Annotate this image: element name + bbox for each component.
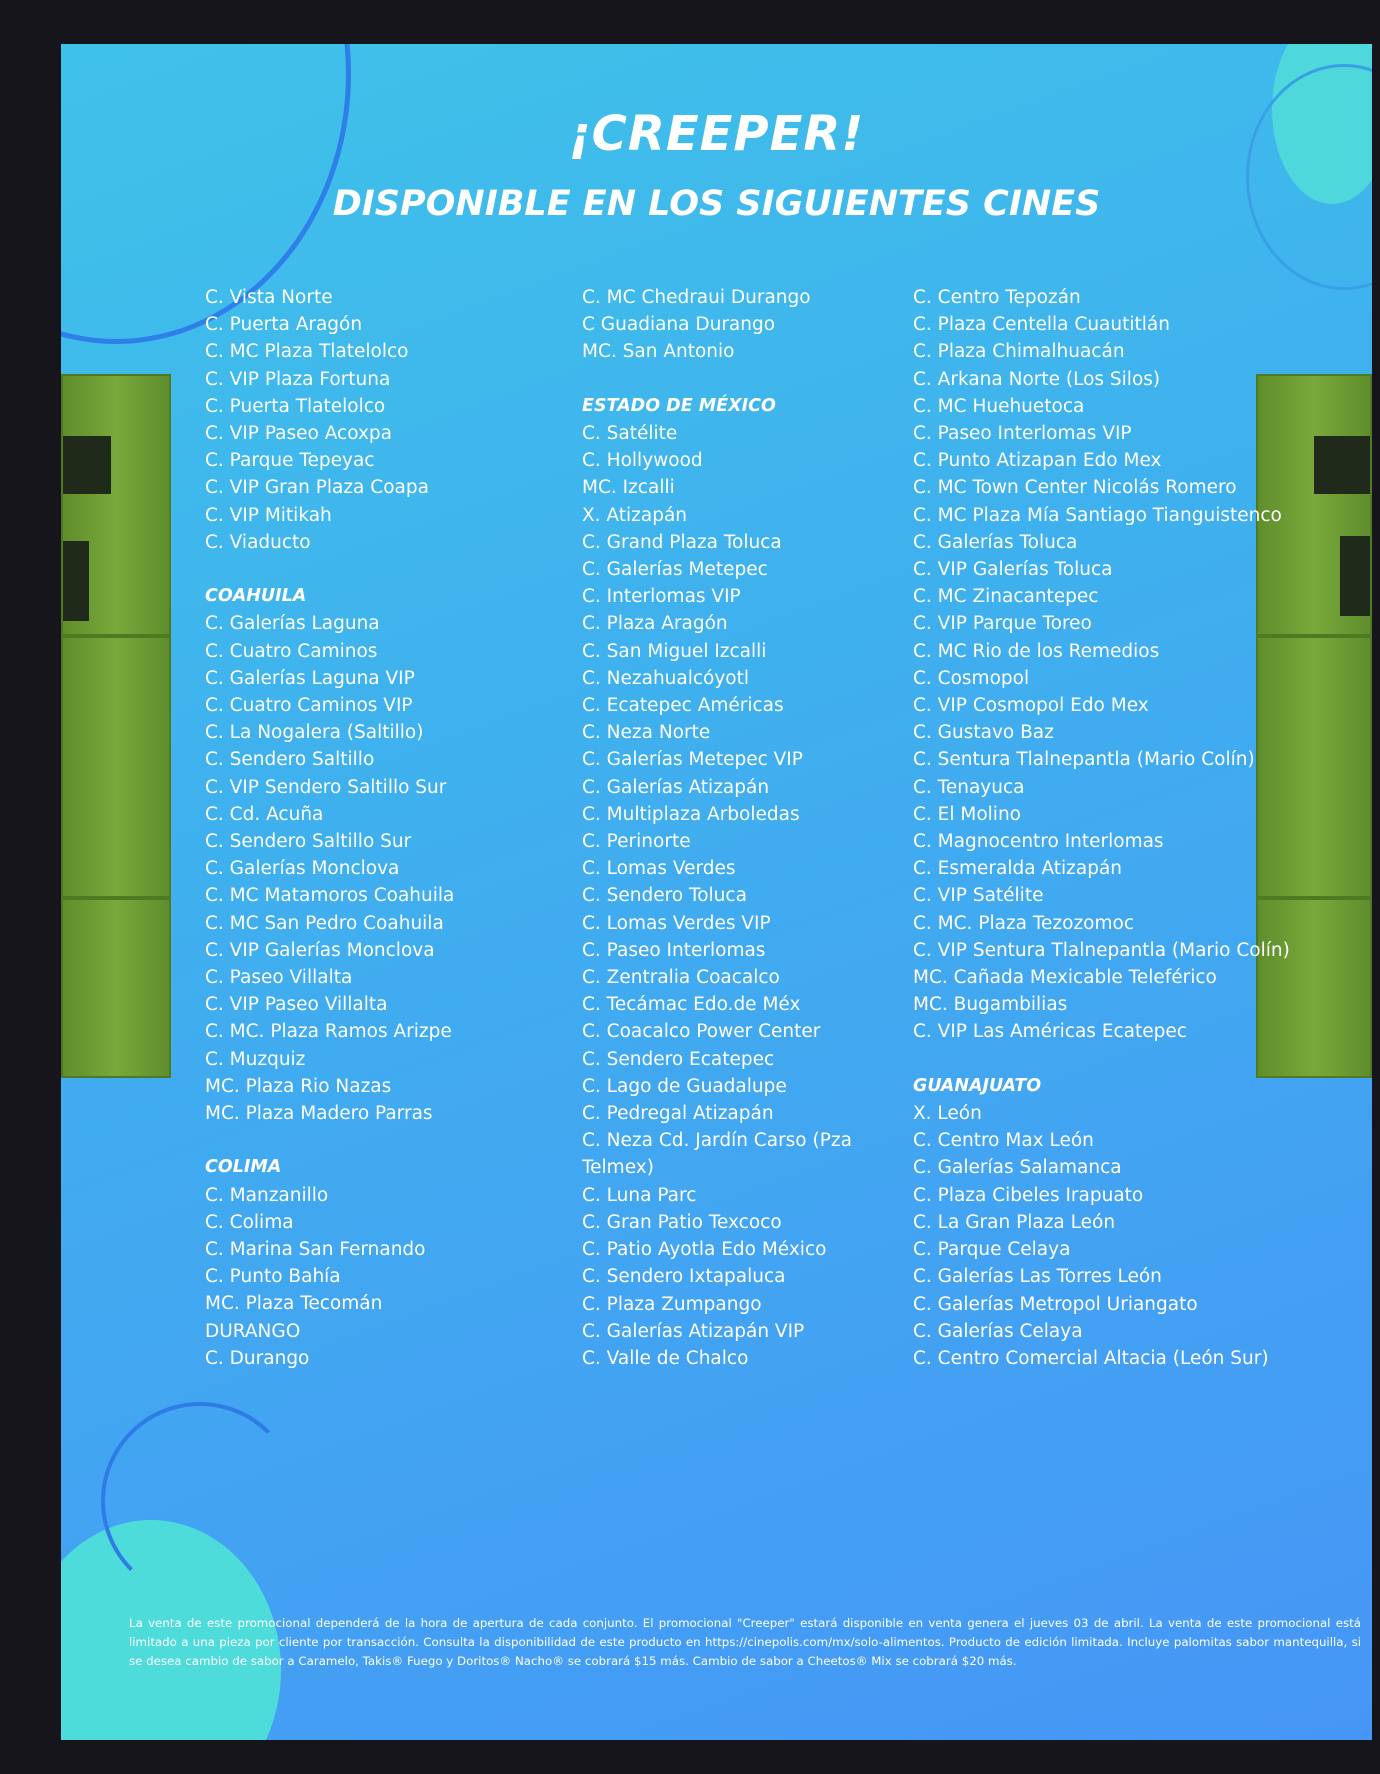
cinema-list-item: DURANGO <box>205 1320 301 1342</box>
cinema-list-item: C. Zentralia Coacalco <box>582 967 780 989</box>
cinema-list-item: C. VIP Satélite <box>913 885 1044 907</box>
cinema-list-item: C. Punto Atizapan Edo Mex <box>913 450 1162 472</box>
cinema-list-item: C. VIP Plaza Fortuna <box>205 368 391 390</box>
cinema-list-item: C. MC Plaza Tlatelolco <box>205 341 409 363</box>
cinema-list-item: C. Tenayuca <box>913 776 1025 798</box>
cinema-list-item: C. Colima <box>205 1211 294 1233</box>
cinema-list-item: C. VIP Galerías Toluca <box>913 559 1113 581</box>
poster-title: ¡CREEPER! <box>568 106 865 162</box>
cinema-list-item: C. VIP Sentura Tlalnepantla (Mario Colín) <box>913 939 1290 961</box>
group-spacer <box>582 366 872 393</box>
cinema-list-item: C. Puerta Aragón <box>205 314 363 336</box>
cinema-list-item: C. Nezahualcóyotl <box>582 667 750 689</box>
cinema-list-item: C. Manzanillo <box>205 1184 329 1206</box>
creeper-mouth <box>63 541 89 621</box>
cinema-column-3 <box>913 284 1290 1372</box>
cinema-list-item: C. Galerías Monclova <box>205 858 400 880</box>
cinema-list-item: C. Sendero Toluca <box>582 885 747 907</box>
creeper-seam <box>63 896 169 900</box>
cinema-list-item: C. Plaza Aragón <box>582 613 728 635</box>
cinema-list-item: C. Galerías Metepec VIP <box>582 749 803 771</box>
creeper-eye <box>1314 436 1370 494</box>
decorative-ring <box>101 1402 299 1600</box>
cinema-list-item: C. Punto Bahía <box>205 1266 341 1288</box>
cinema-list-item: C. Plaza Centella Cuautitlán <box>913 314 1170 336</box>
cinema-list-item: C. Grand Plaza Toluca <box>582 531 782 553</box>
cinema-list-item: C. Durango <box>205 1347 310 1369</box>
cinema-list-item: C. Galerías Metepec <box>582 559 768 581</box>
cinema-list-item: C. Multiplaza Arboledas <box>582 803 800 825</box>
cinema-list-item: C. MC San Pedro Coahuila <box>205 912 444 934</box>
creeper-seam <box>63 634 169 638</box>
cinema-list-item: C. Esmeralda Atizapán <box>913 858 1123 880</box>
cinema-list-item: C. Galerías Salamanca <box>913 1157 1122 1179</box>
cinema-list-item: C. Arkana Norte (Los Silos) <box>913 368 1161 390</box>
decorative-ring <box>1246 64 1372 290</box>
cinema-list-item: C. Galerías Metropol Uriangato <box>913 1293 1198 1315</box>
cinema-list-item: C. Galerías Laguna <box>205 613 380 635</box>
group-spacer <box>205 1127 454 1154</box>
cinema-list-item: C. VIP Sendero Saltillo Sur <box>205 776 447 798</box>
cinema-list-item: C. Galerías Toluca <box>913 531 1078 553</box>
cinema-list-item: C. Hollywood <box>582 450 703 472</box>
cinema-list-item: C. VIP Parque Toreo <box>913 613 1092 635</box>
cinema-list-item: C. Sendero Ecatepec <box>582 1048 775 1070</box>
cinema-list-item: C. El Molino <box>913 803 1021 825</box>
cinema-list-item: C. Sentura Tlalnepantla (Mario Colín) <box>913 749 1255 771</box>
cinema-list-item: C. Paseo Interlomas VIP <box>913 423 1132 445</box>
cinema-list-item: C. MC Chedraui Durango <box>582 287 811 308</box>
cinema-list-item: C. Ecatepec Américas <box>582 695 784 717</box>
cinema-list-item: C. MC Rio de los Remedios <box>913 640 1160 662</box>
legal-disclaimer: La venta de este promocional dependerá de la hora de apertura de cada conjunto. El promocional "Creeper" estará disponible en venta genera el jueves 03 de abril. La venta de este promocional está limitado a una pieza por cliente por transacción. Consulta la disponibilidad de este producto en https://cinepolis.com/mx/solo-alimentos. Producto de edición limitada. Incluye palomitas sabor mantequilla, si se desea cambio de sabor a Caramelo, Takis® Fuego y Doritos® Nacho® se cobrará $15 más. Cambio de sabor a Cheetos® Mix se cobrará $20 más. <box>129 1616 1361 1668</box>
cinema-list-item: C. Plaza Cibeles Irapuato <box>913 1184 1144 1206</box>
cinema-list-item: MC. Plaza Madero Parras <box>205 1103 433 1125</box>
cinema-list-item: C. MC Town Center Nicolás Romero <box>913 477 1237 499</box>
cinema-list-item: C. Cd. Acuña <box>205 803 324 825</box>
cinema-list-item: C. Magnocentro Interlomas <box>913 831 1164 853</box>
cinema-list-item: C. Centro Comercial Altacia (León Sur) <box>913 1347 1269 1369</box>
cinema-list-item: X. León <box>913 1103 982 1125</box>
creeper-eye <box>63 436 111 494</box>
cinema-list-item: MC. Plaza Rio Nazas <box>205 1075 392 1097</box>
cinema-list-item: C. MC. Plaza Tezozomoc <box>913 912 1134 934</box>
cinema-list-item: C. MC Zinacantepec <box>913 586 1099 608</box>
cinema-list-item: C. Vista Norte <box>205 287 333 308</box>
cinema-list-item: X. Atizapán <box>582 504 688 526</box>
cinema-list-item: C. Plaza Chimalhuacán <box>913 341 1125 363</box>
region-heading: ESTADO DE MÉXICO <box>582 395 776 416</box>
cinema-list-item: C. Neza Cd. Jardín Carso (Pza Telmex) <box>582 1130 852 1179</box>
cinema-list-item: C. MC. Plaza Ramos Arizpe <box>205 1021 452 1043</box>
poster-subtitle: DISPONIBLE EN LOS SIGUIENTES CINES <box>332 184 1101 224</box>
cinema-list-item: C. Muzquiz <box>205 1048 306 1070</box>
cinema-list-item: C. Centro Tepozán <box>913 287 1081 308</box>
cinema-list-item: C. Cuatro Caminos VIP <box>205 695 413 717</box>
cinema-list-item: C. Galerías Las Torres León <box>913 1266 1162 1288</box>
cinema-list-item: C. Puerta Tlatelolco <box>205 395 386 417</box>
group-spacer <box>205 556 454 583</box>
cinema-list-item: MC. Bugambilias <box>913 994 1068 1016</box>
cinema-list-item: C. VIP Mitikah <box>205 504 332 526</box>
cinema-list-item: C Guadiana Durango <box>582 314 776 336</box>
cinema-list-item: C. VIP Gran Plaza Coapa <box>205 477 429 499</box>
cinema-list-item: C. Marina San Fernando <box>205 1239 426 1261</box>
cinema-list-item: C. VIP Cosmopol Edo Mex <box>913 695 1149 717</box>
cinema-list-item: C. Galerías Atizapán <box>582 776 770 798</box>
cinema-list-item: C. Paseo Interlomas <box>582 939 766 961</box>
creeper-figure-left <box>61 374 171 1078</box>
promo-poster <box>61 44 1372 1740</box>
cinema-list-item: C. Gran Patio Texcoco <box>582 1211 782 1233</box>
cinema-list-item: C. VIP Galerías Monclova <box>205 939 435 961</box>
cinema-list-item: C. VIP Paseo Acoxpa <box>205 423 392 445</box>
cinema-list-item: MC. Cañada Mexicable Teleférico <box>913 967 1217 989</box>
cinema-list-item: C. Galerías Laguna VIP <box>205 667 415 689</box>
cinema-list-item: C. Lomas Verdes <box>582 858 736 880</box>
cinema-list-item: C. Viaducto <box>205 531 311 553</box>
group-spacer <box>913 1046 1290 1073</box>
cinema-list-item: C. Pedregal Atizapán <box>582 1103 774 1125</box>
cinema-column-1 <box>205 284 454 1372</box>
cinema-list-item: C. Tecámac Edo.de Méx <box>582 994 801 1016</box>
cinema-list-item: C. MC Plaza Mía Santiago Tianguistenco <box>913 504 1282 526</box>
cinema-list-item: C. Perinorte <box>582 831 691 853</box>
cinema-list-item: C. Parque Tepeyac <box>205 450 375 472</box>
cinema-list-item: C. Coacalco Power Center <box>582 1021 821 1043</box>
cinema-list-item: MC. Plaza Tecomán <box>205 1293 383 1315</box>
cinema-list-item: C. Galerías Atizapán VIP <box>582 1320 805 1342</box>
cinema-list-item: C. Valle de Chalco <box>582 1347 749 1369</box>
cinema-list-item: C. Interlomas VIP <box>582 586 741 608</box>
cinema-list-item: C. Paseo Villalta <box>205 967 353 989</box>
cinema-list-item: C. MC Huehuetoca <box>913 395 1085 417</box>
cinema-list-item: C. Gustavo Baz <box>913 722 1054 744</box>
cinema-list-item: C. Lomas Verdes VIP <box>582 912 771 934</box>
cinema-list-item: C. Parque Celaya <box>913 1239 1071 1261</box>
region-heading: GUANAJUATO <box>913 1075 1042 1096</box>
cinema-list-item: C. Cuatro Caminos <box>205 640 378 662</box>
cinema-list-item: C. Patio Ayotla Edo México <box>582 1239 827 1261</box>
cinema-list-item: C. Sendero Ixtapaluca <box>582 1266 786 1288</box>
cinema-list-item: C. Satélite <box>582 423 678 444</box>
cinema-list-item: C. VIP Las Américas Ecatepec <box>913 1021 1187 1043</box>
cinema-list-item: C. Lago de Guadalupe <box>582 1075 787 1097</box>
cinema-list-item: C. Sendero Saltillo Sur <box>205 831 412 853</box>
cinema-list-item: MC. San Antonio <box>582 341 735 363</box>
cinema-list-item: C. La Gran Plaza León <box>913 1211 1116 1233</box>
cinema-list-item: C. Plaza Zumpango <box>582 1293 762 1315</box>
cinema-list-item: C. VIP Paseo Villalta <box>205 994 388 1016</box>
region-heading: COLIMA <box>205 1157 282 1178</box>
cinema-list-item: C. La Nogalera (Saltillo) <box>205 722 424 744</box>
cinema-list-item: C. Luna Parc <box>582 1184 697 1206</box>
cinema-list-item: C. MC Matamoros Coahuila <box>205 885 455 907</box>
region-heading: COAHUILA <box>205 586 307 607</box>
cinema-column-2 <box>582 284 872 1372</box>
creeper-mouth <box>1340 536 1370 616</box>
cinema-list-item: MC. Izcalli <box>582 477 675 499</box>
cinema-list-item: C. Cosmopol <box>913 667 1030 689</box>
cinema-list-item: C. Galerías Celaya <box>913 1320 1083 1342</box>
cinema-list-item: C. Centro Max León <box>913 1130 1094 1152</box>
cinema-list-item: C. Sendero Saltillo <box>205 749 375 771</box>
cinema-list-item: C. San Miguel Izcalli <box>582 640 767 662</box>
cinema-list-item: C. Neza Norte <box>582 722 711 744</box>
